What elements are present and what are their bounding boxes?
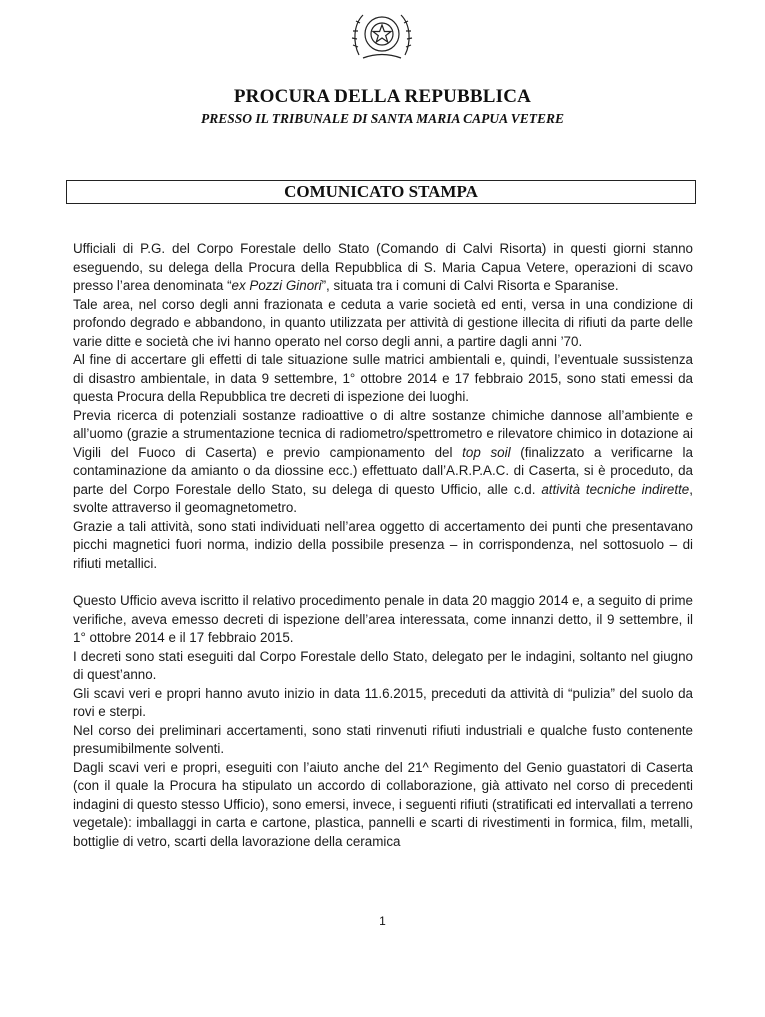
paragraph: I decreti sono stati eseguiti dal Corpo Forestale dello Stato, delegato per le indagini, soltanto nel giugno di quest’anno. (73, 648, 693, 682)
paragraph: Grazie a tali attività, sono stati individuati nell’area oggetto di accertamento dei punti che presentavano picchi magnetici fuori norma, indizio della possibile presenza – in corrispondenza, nel sottosuolo – di rifiuti metallici. (73, 518, 693, 571)
page-number: 1 (379, 914, 386, 928)
paragraph: Questo Ufficio aveva iscritto il relativo procedimento penale in data 20 maggio 2014 e, a seguito di prime verifiche, aveva emesso decreti di ispezione dell’area interessata, come innanzi detto, il 9 settembre, il 1° ottobre 2014 e il 17 febbraio 2015. (73, 593, 693, 645)
paragraph: Gli scavi veri e propri hanno avuto inizio in data 11.6.2015, preceduti da attività di “pulizia” del suolo da rovi e sterpi. (73, 685, 693, 719)
paragraph: Ufficiali di P.G. del Corpo Forestale dello Stato (Comando di Calvi Risorta) in questi giorni stanno eseguendo, su delega della Procura della Repubblica di S. Maria Capua Vetere, operazioni di scavo presso l’area denominata “ex Pozzi Ginori”, situata tra i comuni di Calvi Risorta e Sparanise. (73, 241, 693, 293)
page-title: PROCURA DELLA REPUBBLICA (233, 86, 532, 107)
paragraph: Previa ricerca di potenziali sostanze radioattive o di altre sostanze chimiche dannose all’ambiente e all’uomo (grazie a strumentazione tecnica di radiometro/spettrometro e rilevatore chimico in dotazione ai Vigili del Fuoco di Caserta) e previo campionamento del top soil (finalizzato a verificarne la contaminazione da amianto o da diossine ecc.) effettuato dall’A.R.P.A.C. di Caserta, si è proceduto, da parte del Corpo Forestale dello Stato, su delega di questo Ufficio, alle c.d. attività tecniche indirette, svolte attraverso il geomagnetometro. (73, 407, 693, 515)
page-subtitle: PRESSO IL TRIBUNALE DI SANTA MARIA CAPUA VETERE (201, 111, 564, 126)
paragraph: Al fine di accertare gli effetti di tale situazione sulle matrici ambientali e, quindi, l’eventuale sussistenza di disastro ambientale, in data 9 settembre, 1° ottobre 2014 e 17 febbraio 2015, sono stati emessi da questa Procura della Repubblica tre decreti di ispezione dei luoghi. (73, 352, 693, 404)
paragraph: Tale area, nel corso degli anni frazionata e ceduta a varie società ed enti, versa in una condizione di profondo degrado e abbandono, in quanto utilizzata per attività di gestione illecita di rifiuti da parte delle varie ditte e società che ivi hanno operato nel corso degli anni, a partire dagli anni ’70. (73, 296, 693, 349)
paragraph-gap (73, 573, 693, 592)
document-body (73, 240, 693, 851)
paragraph: Nel corso dei preliminari accertamenti, sono stati rinvenuti rifiuti industriali e qualche fusto contenente presumibilmente solventi. (73, 722, 693, 756)
paragraph: Dagli scavi veri e propri, eseguiti con l’aiuto anche del 21^ Regimento del Genio guastatori di Caserta (con il quale la Procura ha stipulato un accordo di collaborazione, già attivato nel corso di precedenti indagini di questo stesso Ufficio), sono emersi, invece, i seguenti rifiuti (stratificati ed intervallati a terreno vegetale): imballaggi in carta e cartone, plastica, pannelli e scarti di rivestimenti in formica, film, metalli, bottiglie di vetro, scarti della lavorazione della ceramica (73, 759, 693, 849)
italian-republic-emblem-icon (349, 3, 415, 63)
press-release-title: COMUNICATO STAMPA (66, 180, 696, 204)
